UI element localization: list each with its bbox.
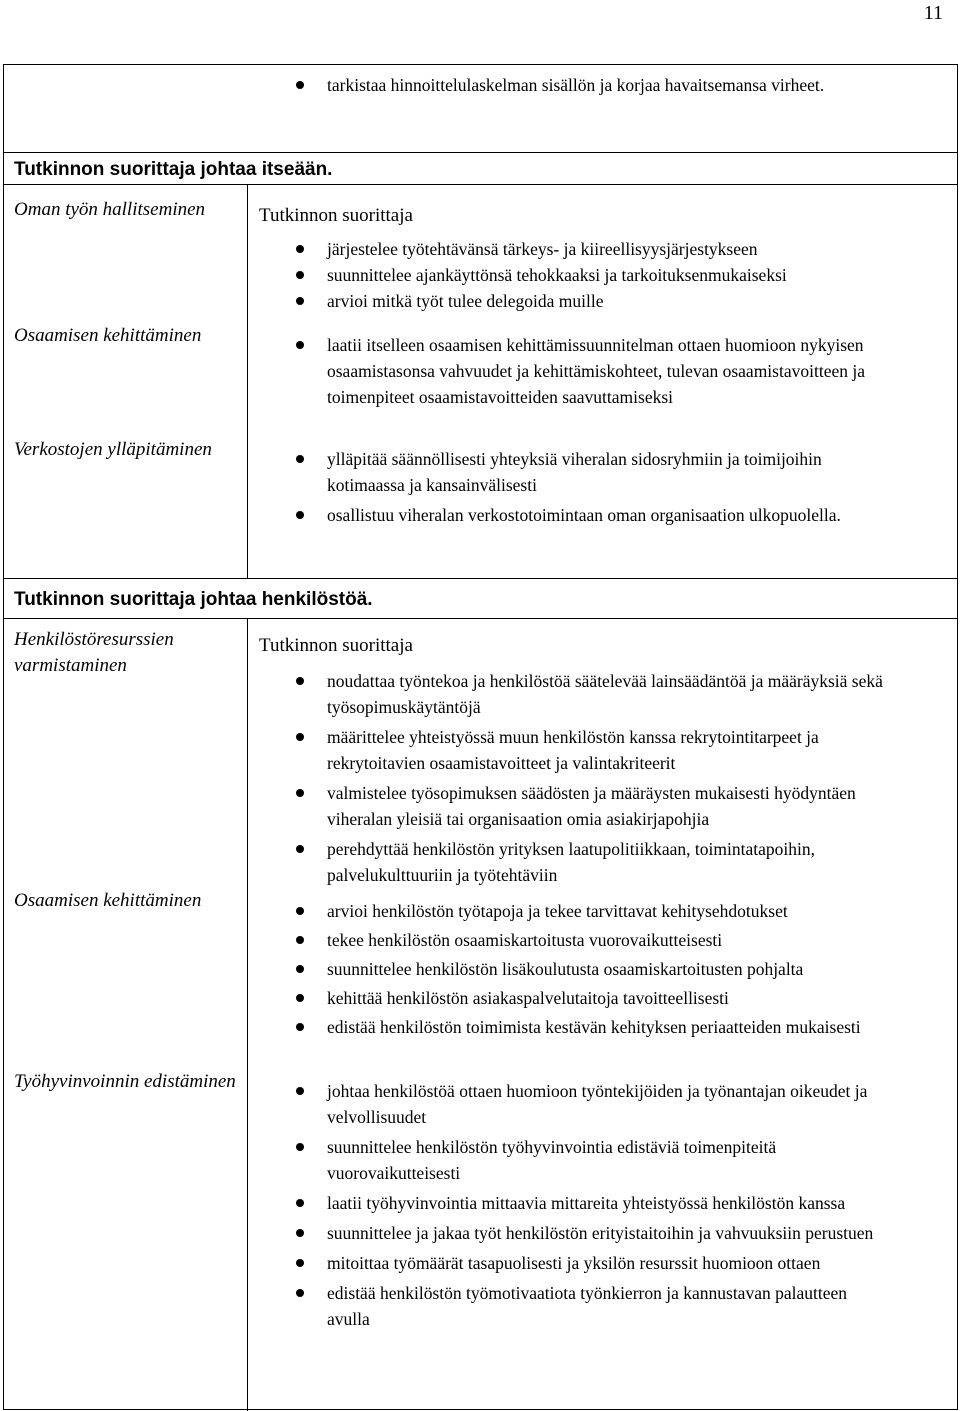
list-item: arvioi henkilöstön työtapoja ja tekee tarvittavat kehitysehdotukset (287, 898, 887, 924)
lead-text: Tutkinnon suorittaja (259, 205, 413, 226)
area-label-competence-development-staff: Osaamisen kehittäminen (14, 890, 202, 911)
list-item: suunnittelee ja jakaa työt henkilöstön erityistaitoihin ja vahvuuksiin perustuen (287, 1220, 887, 1246)
list-item: määrittelee yhteistyössä muun henkilöstön kanssa rekrytointitarpeet ja rekrytoitavien osaamistavoitteet ja valintakriteerit (287, 724, 887, 776)
competence-table (3, 64, 958, 1410)
staff-resources-bullet-list (287, 668, 887, 888)
list-item: ylläpitää säännöllisesti yhteyksiä viheralan sidosryhmiin ja toimijoihin kotimaassa ja kansainvälisesti (287, 446, 887, 498)
list-item: perehdyttää henkilöstön yrityksen laatupolitiikkaan, toimintatapoihin, palvelukulttuuriin ja työtehtäviin (287, 836, 887, 888)
section-heading-staff: Tutkinnon suorittaja johtaa henkilöstöä. (14, 589, 373, 610)
networks-bullet-list (287, 446, 887, 528)
list-item: laatii itselleen osaamisen kehittämissuunnitelman ottaen huomioon nykyisen osaamistasonsa vahvuudet ja kehittämiskohteet, tulevan osaamistavoitteen ja toimenpiteet osaamistavoitteiden saavuttamiseksi (287, 332, 887, 410)
own-work-bullet-list (287, 236, 887, 314)
list-item: mitoittaa työmäärät tasapuolisesti ja yksilön resurssit huomioon ottaen (287, 1250, 887, 1276)
row-divider (4, 578, 957, 579)
row-divider (4, 618, 957, 619)
lead-text: Tutkinnon suorittaja (259, 635, 413, 656)
list-item: kehittää henkilöstön asiakaspalvelutaitoja tavoitteellisesti (287, 985, 887, 1011)
list-item: valmistelee työsopimuksen säädösten ja määräysten mukaisesti hyödyntäen viheralan yleisiä tai organisaation omia asiakirjapohjia (287, 780, 887, 832)
column-divider (247, 618, 248, 1411)
list-item: tarkistaa hinnoittelulaskelman sisällön ja korjaa havaitsemansa virheet. (287, 72, 887, 98)
area-label-competence-development: Osaamisen kehittäminen (14, 325, 202, 346)
staff-competence-bullet-list (287, 898, 887, 1040)
wellbeing-bullet-list (287, 1078, 887, 1332)
row-divider (4, 184, 957, 185)
list-item: laatii työhyvinvointia mittaavia mittareita yhteistyössä henkilöstön kanssa (287, 1190, 887, 1216)
list-item: johtaa henkilöstöä ottaen huomioon työntekijöiden ja työnantajan oikeudet ja velvollisuudet (287, 1078, 887, 1130)
list-item: arvioi mitkä työt tulee delegoida muille (287, 288, 887, 314)
list-item: suunnittelee henkilöstön työhyvinvointia edistäviä toimenpiteitä vuorovaikutteisesti (287, 1134, 887, 1186)
top-bullet-list (287, 72, 887, 98)
area-label-staff-resources: Henkilöstöresurssien varmistaminen (14, 629, 174, 676)
competence-development-bullet-list (287, 332, 887, 410)
area-label-networks: Verkostojen ylläpitäminen (14, 439, 212, 460)
list-item: tekee henkilöstön osaamiskartoitusta vuorovaikutteisesti (287, 927, 887, 953)
list-item: suunnittelee henkilöstön lisäkoulutusta osaamiskartoitusten pohjalta (287, 956, 887, 982)
page-number: 11 (923, 2, 943, 24)
row-divider (4, 152, 957, 153)
column-divider (247, 184, 248, 578)
list-item: suunnittelee ajankäyttönsä tehokkaaksi ja tarkoituksenmukaiseksi (287, 262, 887, 288)
area-label-wellbeing: Työhyvinvoinnin edistäminen (14, 1071, 236, 1092)
list-item: noudattaa työntekoa ja henkilöstöä säätelevää lainsäädäntöä ja määräyksiä sekä työsopimuskäytäntöjä (287, 668, 887, 720)
area-label-own-work: Oman työn hallitseminen (14, 199, 206, 220)
section-heading-self: Tutkinnon suorittaja johtaa itseään. (14, 159, 333, 180)
list-item: edistää henkilöstön työmotivaatiota työnkierron ja kannustavan palautteen avulla (287, 1280, 887, 1332)
list-item: järjestelee työtehtävänsä tärkeys- ja kiireellisyysjärjestykseen (287, 236, 887, 262)
list-item: edistää henkilöstön toimimista kestävän kehityksen periaatteiden mukaisesti (287, 1014, 887, 1040)
list-item: osallistuu viheralan verkostotoimintaan oman organisaation ulkopuolella. (287, 502, 887, 528)
